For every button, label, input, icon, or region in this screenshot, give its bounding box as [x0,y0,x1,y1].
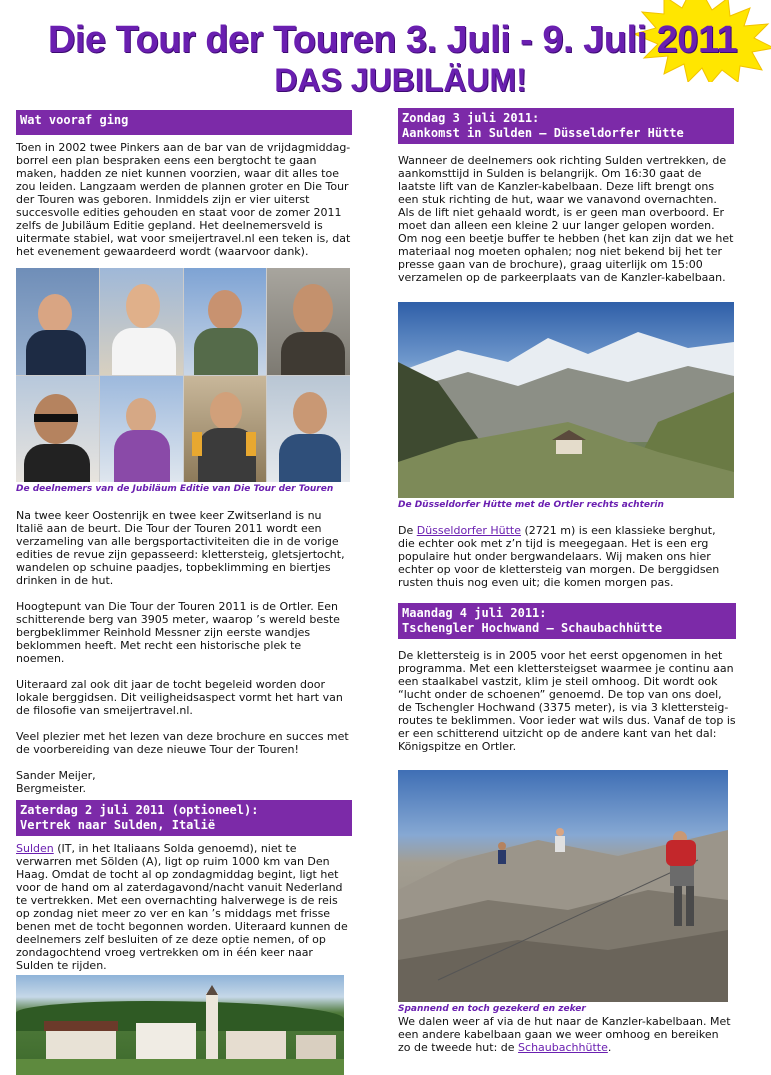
heading-line: Maandag 4 juli 2011: [402,606,547,620]
left-column [16,110,352,271]
participant-photo [267,376,350,483]
right-column-middle [398,500,734,602]
heading-line: Tschengler Hochwand – Schaubachhütte [402,621,663,635]
dusseldorfer-hutte-photo [398,302,734,498]
photo-caption-climbing: Spannend en toch gezekerd en zeker [398,1004,586,1014]
paragraph-descent-text: We dalen weer af via de hut naar de Kanzler-kabelbaan. Met een andere kabelbaan gaan we weer omhoog en bereiken zo de tweede hut: de [398,1015,731,1054]
schaubachhutte-link[interactable]: Schaubachhütte [518,1041,608,1054]
left-column-lower [16,484,352,795]
paragraph-closing: Veel plezier met het lezen van deze brochure en succes met de voorbereiding van deze nieuwe Tour der Touren! [16,730,349,756]
heading-line: Zondag 3 juli 2011: [402,111,540,125]
heading-line: Zaterdag 2 juli 2011 (optioneel): [20,803,259,817]
participant-photo [16,268,99,375]
paragraph-saturday [16,842,352,972]
paragraph-descent [398,1015,734,1054]
sulden-link[interactable]: Sulden [16,842,54,855]
paragraph-intro: Toen in 2002 twee Pinkers aan de bar van de vrijdagmiddag-borrel een plan bespraken eens een bergtocht te gaan maken, hadden ze niet kunnen voorzien, waar dit alles toe zou leiden. Langzaam werden de plannen groter en Die Tour der Touren was geboren. Inmiddels zijn er vier uiterst succesvolle edities gehouden en staat voor de zomer 2011 zelfs de Jubiläum Editie gepland. Het deelnemersveld is uitermate stabiel, wat voor smeijertravel.nl een teken is, dat het evenement gewaardeerd wordt (waarvoor dank). [16,141,351,258]
signature-name: Sander Meijer, [16,769,96,782]
right-column-bottom [398,1004,734,1067]
paragraph-hutte-prefix: De [398,524,417,537]
paragraph-saturday-text: (IT, in het Italiaans Solda genoemd), niet te verwarren met Sölden (A), ligt op ruim 1000 km van Den Haag. Omdat de tocht al op zondagmiddag begint, ligt het voor de hand om al zaterdagavond/nacht vanuit Nederland te vertrekken. Met een overnachting halverwege is de reis op zondag niet meer zo ver en kan ’s middags met frisse benen met de tocht begonnen worden. Uiteraard kunnen de deelnemers zelf besluiten of ze deze optie nemen, of op zondagochtend vroeg vertrekken om in één keer naar Sulden te rijden. [16,842,348,972]
page-subtitle: DAS JUBILÄUM! [274,62,527,98]
monday-section [398,603,736,766]
signature-role: Bergmeister. [16,782,86,795]
paragraph-hutte-text: (2721 m) is een klassieke berghut, die echter ook met z’n tijd is meegegaan. Het is een erg populaire hut onder bergwandelaars. Wij maken ons hier echter op voor de klettersteig van morgen. De berggidsen rusten thuis nog even uit; die komen morgen pas. [398,524,720,589]
section-heading-sunday [398,108,734,144]
rock-illustration [398,770,728,1002]
sulden-village-photo [16,975,344,1075]
section-heading-monday [398,603,736,639]
photo-caption-hutte: De Düsseldorfer Hütte met de Ortler rechts achterin [398,500,664,510]
participant-photo [100,376,183,483]
page-title [0,20,771,60]
paragraph-descent-end: . [607,1041,612,1054]
title-year: 2011 [656,19,738,61]
paragraph-destination: Na twee keer Oostenrijk en twee keer Zwitserland is nu Italië aan de beurt. Die Tour der Touren 2011 wordt een verzameling van alle bergsportactiviteiten die in de vorige edities de revue zijn gepasseerd: klettersteig, gletsjertocht, wandelen op schuine paadjes, topbeklimming en biertjes drinken in de hut. [16,509,345,587]
participant-photo [100,268,183,375]
participant-photo [184,268,267,375]
sunday-section [398,108,734,297]
paragraph-monday: De klettersteig is in 2005 voor het eerst opgenomen in het programma. Met een klettersteigset waarmee je continu aan een staalkabel vastzit, klim je steil omhoog. Dit wordt ook “lucht onder de schoenen” genoemd. De top van ons doel, de Tschengler Hochwand (3375 meter), is via 3 klettersteig-routes te beklimmen. Voor ieder wat wils dus. Vanaf de top is er een schitterend uitzicht op de andere kant van het dal: Königspitze en Ortler. [398,649,736,753]
participants-photo [16,268,350,482]
klettersteig-photo [398,770,728,1002]
heading-line: Vertrek naar Sulden, Italië [20,818,216,832]
heading-line: Aankomst in Sulden – Düsseldorfer Hütte [402,126,684,140]
mountain-illustration [398,302,734,498]
title-text: Die Tour der Touren 3. Juli - 9. Juli [47,19,657,61]
paragraph-hutte [398,524,734,589]
participant-photo [184,376,267,483]
section-heading-saturday [16,800,352,836]
participant-photo [16,376,99,483]
photo-caption-participants: De deelnemers van de Jubiläum Editie van Die Tour der Touren [16,484,334,494]
paragraph-sunday: Wanneer de deelnemers ook richting Sulden vertrekken, de aankomsttijd in Sulden is belangrijk. Om 16:30 gaat de laatste lift van de Kanzler-kabelbaan. Deze lift brengt ons een stuk richting de hut, waar we vanavond overnachten. Als de lift niet gehaald wordt, is er geen man overboord. Er moet dan alleen een kleine 2 uur langer gelopen worden. Om nog een beetje buffer te hebben (het kan zijn dat we het materiaal nog moeten ophalen; nog niet bekend bij het ter presse gaan van de brochure), graag uiterlijk om 15:00 verzamelen op de parkeerplaats van de Kanzler-kabelbaan. [398,154,734,284]
dusseldorfer-hutte-link[interactable]: Düsseldorfer Hütte [416,524,521,537]
paragraph-guides: Uiteraard zal ook dit jaar de tocht begeleid worden door lokale berggidsen. Dit veiligheidsaspect vormt het hart van de filosofie van smeijertravel.nl. [16,678,343,717]
saturday-section [16,800,352,985]
participant-photo [267,268,350,375]
section-heading-history: Wat vooraf ging [16,110,352,135]
paragraph-ortler: Hoogtepunt van Die Tour der Touren 2011 is de Ortler. Een schitterende berg van 3905 meter, waarop ’s wereld beste bergbeklimmer Reinhold Messner zijn eerste wandjes beklommen heeft. Met recht een historische plek te noemen. [16,600,340,665]
